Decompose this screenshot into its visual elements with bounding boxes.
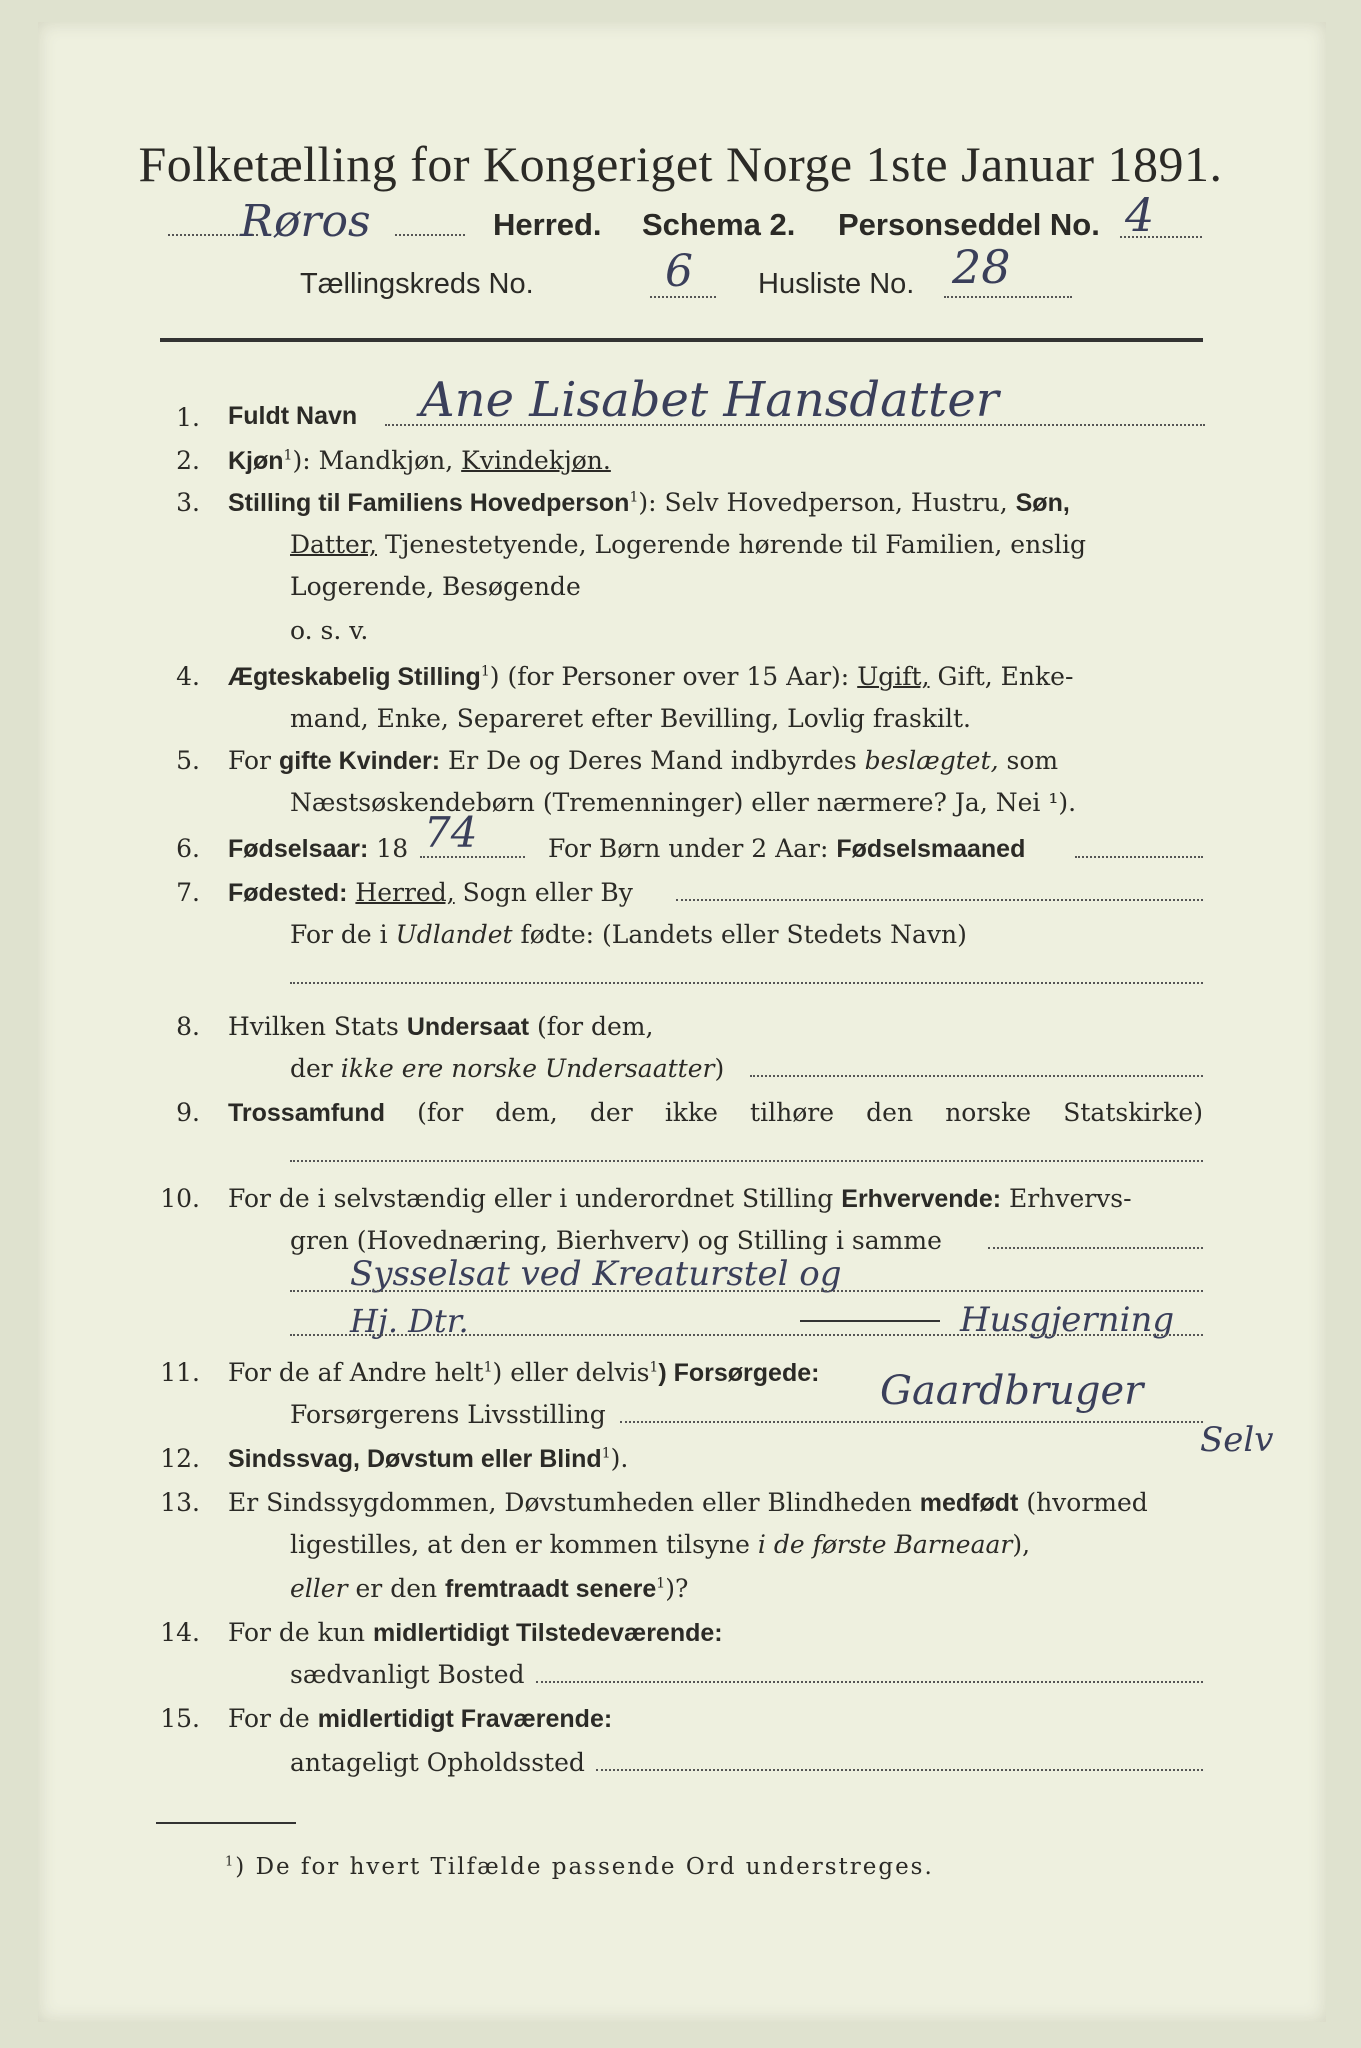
- q9-dots: [290, 1160, 1203, 1162]
- q4-line1: Ægteskabelig Stilling$^1$) (for Personer over 15 Aar): Ugift, Gift, Enke-: [228, 662, 1074, 691]
- item-number: 11.: [160, 1358, 200, 1387]
- q7-dots: [676, 899, 1203, 901]
- husliste-dots: [944, 296, 1072, 298]
- q6-value: 74: [424, 808, 478, 857]
- q11-value: Gaardbruger: [880, 1368, 1144, 1414]
- q4-line2: mand, Enke, Separeret efter Bevilling, Lovlig fraskilt.: [290, 704, 971, 733]
- item-number: 7.: [176, 878, 200, 907]
- q3-selected: Datter,: [290, 530, 377, 559]
- q9-line: Trossamfund (for dem, der ikke tilhøre den norske Statskirke): [228, 1098, 1203, 1127]
- q8-line1: Hvilken Stats Undersaat (for dem,: [228, 1012, 654, 1041]
- q3-line4: o. s. v.: [290, 616, 369, 645]
- item-number: 2.: [176, 446, 200, 475]
- q1-label: Fuldt Navn: [228, 402, 358, 430]
- q6-dots: [420, 856, 525, 858]
- q10-value-2b: Husgjerning: [960, 1300, 1175, 1340]
- q10-dash: [800, 1320, 940, 1322]
- personseddel-dots: [1120, 236, 1202, 238]
- item-number: 10.: [160, 1184, 200, 1213]
- q10-line2: gren (Hovednæring, Bierhverv) og Stilling i samme: [290, 1226, 942, 1255]
- q3-line3: Logerende, Besøgende: [290, 572, 581, 601]
- q10-dots-2: [290, 1290, 1203, 1292]
- q2-selected: Kvindekjøn.: [461, 446, 611, 475]
- herred-value: Røros: [240, 196, 371, 247]
- q11-value-2: Selv: [1200, 1420, 1274, 1460]
- kreds-value: 6: [665, 246, 693, 297]
- q13-line1: Er Sindssygdommen, Døvstumheden eller Blindheden medfødt (hvormed: [228, 1488, 1148, 1517]
- q6-line-b: For Børn under 2 Aar: Fødselsmaaned: [548, 834, 1026, 863]
- q11-dots: [620, 1421, 1203, 1423]
- q10-value-2a: Hj. Dtr.: [350, 1302, 469, 1340]
- item-number: 1.: [176, 403, 200, 432]
- q7-dots-2: [290, 982, 1203, 984]
- schema-label: Schema 2.: [642, 207, 796, 242]
- q7-line1: Fødested: Herred, Sogn eller By: [228, 878, 633, 907]
- q3-line1: Stilling til Familiens Hovedperson$^1$): Selv Hovedperson, Hustru, Søn,: [228, 488, 1070, 517]
- q2-line: Kjøn$^1$): Mandkjøn, Kvindekjøn.: [228, 446, 611, 475]
- kreds-dots: [650, 296, 716, 298]
- q15-line1: For de midlertidigt Fraværende:: [228, 1704, 613, 1733]
- q10-dots: [988, 1247, 1203, 1249]
- item-number: 13.: [160, 1488, 200, 1517]
- husliste-value: 28: [952, 240, 1011, 294]
- q6-dots-2: [1075, 856, 1203, 858]
- q4-selected: Ugift,: [857, 662, 930, 691]
- item-number: 6.: [176, 834, 200, 863]
- q14-line2: sædvanligt Bosted: [290, 1660, 525, 1689]
- personseddel-value: 4: [1125, 188, 1155, 242]
- q14-line1: For de kun midlertidigt Tilstedeværende:: [228, 1618, 723, 1647]
- q7-selected: Herred,: [355, 878, 455, 907]
- footnote-rule: [156, 1822, 296, 1824]
- personseddel-label: Personseddel No.: [838, 207, 1100, 242]
- item-number: 8.: [176, 1012, 200, 1041]
- header-rule: [160, 338, 1203, 342]
- q13-line2: ligestilles, at den er kommen tilsyne i de første Barneaar),: [290, 1530, 1031, 1559]
- q15-dots: [596, 1769, 1203, 1771]
- q1-value: Ane Lisabet Hansdatter: [420, 372, 999, 428]
- q14-dots: [536, 1681, 1203, 1683]
- q15-line2: antageligt Opholdssted: [290, 1748, 585, 1777]
- item-number: 5.: [176, 746, 200, 775]
- husliste-label: Husliste No.: [758, 268, 915, 300]
- item-number: 9.: [176, 1098, 200, 1127]
- item-number: 12.: [160, 1444, 200, 1473]
- q12-line: Sindssvag, Døvstum eller Blind$^1$).: [228, 1444, 629, 1473]
- q10-dots-3: [290, 1334, 1203, 1336]
- form-title: Folketælling for Kongeriget Norge 1ste Januar 1891.: [138, 136, 1223, 192]
- item-number: 14.: [160, 1618, 200, 1647]
- q10-value-1: Sysselsat ved Kreaturstel og: [350, 1254, 842, 1294]
- item-number: 3.: [176, 488, 200, 517]
- q10-line1: For de i selvstændig eller i underordnet Stilling Erhvervende: Erhvervs-: [228, 1184, 1132, 1213]
- q11-line1: For de af Andre helt$^1$) eller delvis$^1$) Forsørgede:: [228, 1358, 820, 1387]
- q3-line2: Datter, Tjenestetyende, Logerende hørende til Familien, enslig: [290, 530, 1087, 559]
- herred-label: Herred.: [493, 207, 602, 242]
- kreds-label: Tællingskreds No.: [300, 268, 534, 300]
- footnote: $^1$) De for hvert Tilfælde passende Ord understreges.: [225, 1854, 934, 1880]
- q13-line3: eller er den fremtraadt senere$^1$)?: [290, 1574, 689, 1603]
- herred-dots-2: [395, 234, 465, 236]
- item-number: 15.: [160, 1704, 200, 1733]
- q5-line2: Næstsøskendebørn (Tremenninger) eller nærmere? Ja, Nei ¹).: [290, 788, 1077, 817]
- q5-line1: For gifte Kvinder: Er De og Deres Mand indbyrdes beslægtet, som: [228, 746, 1059, 775]
- q8-line2: der ikke ere norske Undersaatter): [290, 1054, 725, 1083]
- item-number: 4.: [176, 662, 200, 691]
- q11-line2: Forsørgerens Livsstilling: [290, 1400, 606, 1429]
- q7-line2: For de i Udlandet fødte: (Landets eller Stedets Navn): [290, 920, 967, 949]
- q6-line: Fødselsaar: 18: [228, 834, 409, 863]
- q8-dots: [750, 1075, 1203, 1077]
